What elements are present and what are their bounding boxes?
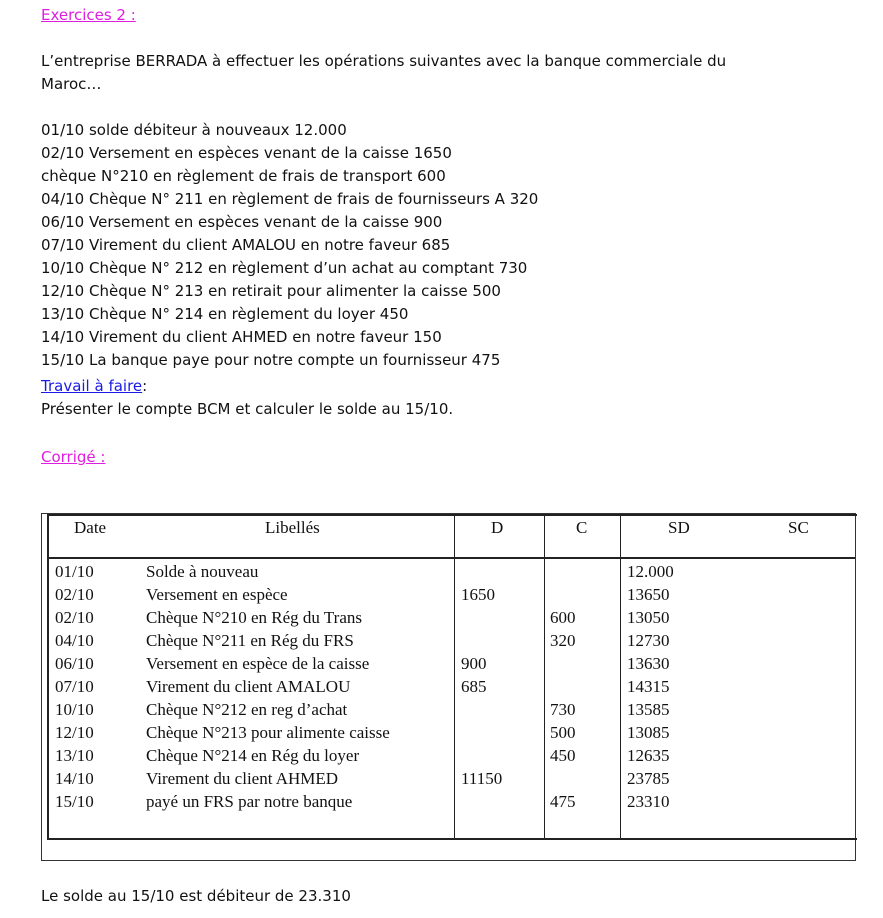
operation-line: 15/10 La banque paye pour notre compte un fournisseur 475 — [41, 351, 501, 369]
intro-line: Maroc… — [41, 75, 102, 93]
row-sd: 12730 — [627, 631, 670, 650]
row-libelle: Versement en espèce de la caisse — [146, 654, 370, 673]
header-date: Date — [74, 518, 107, 537]
operation-line: 02/10 Versement en espèces venant de la caisse 1650 — [41, 144, 452, 162]
row-date: 15/10 — [55, 792, 94, 811]
row-sd: 13585 — [627, 700, 670, 719]
row-credit: 600 — [550, 608, 576, 627]
row-sd: 23785 — [627, 769, 670, 788]
row-libelle: Virement du client AMALOU — [146, 677, 351, 696]
row-libelle: Chèque N°212 en reg d’achat — [146, 700, 348, 719]
row-sd: 23310 — [627, 792, 670, 811]
column-divider — [454, 514, 455, 838]
row-libelle: Chèque N°211 en Rég du FRS — [146, 631, 354, 650]
operation-line: 14/10 Virement du client AHMED en notre faveur 150 — [41, 328, 442, 346]
row-libelle: Chèque N°214 en Rég du loyer — [146, 746, 360, 765]
row-date: 07/10 — [55, 677, 94, 696]
header-divider — [47, 557, 855, 559]
task-colon: : — [142, 377, 148, 395]
row-libelle: payé un FRS par notre banque — [146, 792, 353, 811]
column-divider — [620, 514, 621, 838]
row-sd: 14315 — [627, 677, 670, 696]
row-libelle: Chèque N°213 pour alimente caisse — [146, 723, 390, 742]
task-text: Présenter le compte BCM et calculer le solde au 15/10. — [41, 400, 454, 418]
row-debit: 685 — [461, 677, 487, 696]
row-libelle: Chèque N°210 en Rég du Trans — [146, 608, 362, 627]
row-sd: 13650 — [627, 585, 670, 604]
row-credit: 320 — [550, 631, 576, 650]
intro-line: L’entreprise BERRADA à effectuer les opérations suivantes avec la banque commerciale du — [41, 52, 727, 70]
row-sd: 12.000 — [627, 562, 674, 581]
column-divider — [544, 514, 545, 838]
row-date: 12/10 — [55, 723, 94, 742]
row-libelle: Solde à nouveau — [146, 562, 259, 581]
conclusion: Le solde au 15/10 est débiteur de 23.310 — [41, 887, 351, 905]
operation-line: 12/10 Chèque N° 213 en retirait pour alimenter la caisse 500 — [41, 282, 501, 300]
operation-line: chèque N°210 en règlement de frais de transport 600 — [41, 167, 446, 185]
row-date: 10/10 — [55, 700, 94, 719]
row-credit: 450 — [550, 746, 576, 765]
row-sd: 13050 — [627, 608, 670, 627]
task-link[interactable]: Travail à faire — [41, 377, 143, 395]
row-credit: 730 — [550, 700, 576, 719]
operation-line: 06/10 Versement en espèces venant de la caisse 900 — [41, 213, 443, 231]
row-sd: 13085 — [627, 723, 670, 742]
row-date: 01/10 — [55, 562, 94, 581]
operation-line: 10/10 Chèque N° 212 en règlement d’un achat au comptant 730 — [41, 259, 528, 277]
row-debit: 1650 — [461, 585, 495, 604]
header-credit: C — [576, 518, 588, 537]
row-debit: 11150 — [461, 769, 503, 788]
row-date: 04/10 — [55, 631, 94, 650]
row-credit: 475 — [550, 792, 576, 811]
task-heading — [41, 377, 147, 395]
row-credit: 500 — [550, 723, 576, 742]
row-sd: 12635 — [627, 746, 670, 765]
row-date: 13/10 — [55, 746, 94, 765]
row-libelle: Virement du client AHMED — [146, 769, 339, 788]
header-sc: SC — [788, 518, 809, 537]
row-sd: 13630 — [627, 654, 670, 673]
header-libelles: Libellés — [265, 518, 320, 537]
row-date: 02/10 — [55, 585, 94, 604]
operation-line: 13/10 Chèque N° 214 en règlement du loyer 450 — [41, 305, 409, 323]
operation-line: 04/10 Chèque N° 211 en règlement de frais de fournisseurs A 320 — [41, 190, 539, 208]
row-date: 14/10 — [55, 769, 94, 788]
header-sd: SD — [668, 518, 690, 537]
header-debit: D — [491, 518, 504, 537]
operation-line: 07/10 Virement du client AMALOU en notre faveur 685 — [41, 236, 451, 254]
row-date: 02/10 — [55, 608, 94, 627]
operation-line: 01/10 solde débiteur à nouveaux 12.000 — [41, 121, 347, 139]
corrige-heading: Corrigé : — [41, 448, 106, 466]
exercise-title: Exercices 2 : — [41, 6, 136, 24]
row-libelle: Versement en espèce — [146, 585, 288, 604]
row-date: 06/10 — [55, 654, 94, 673]
row-debit: 900 — [461, 654, 487, 673]
